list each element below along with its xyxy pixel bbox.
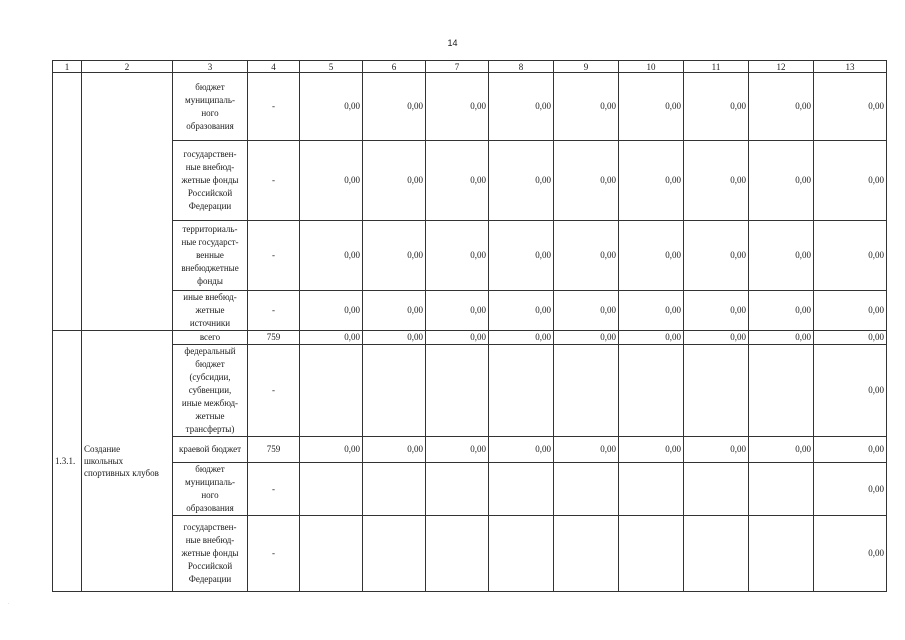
funding-source-line: образования — [186, 120, 234, 131]
column-header: 1 — [53, 61, 82, 73]
funding-source-line: жетные — [195, 305, 225, 315]
funding-source-line: иные внебюд- — [183, 292, 237, 302]
item-title-cell — [82, 331, 173, 592]
funding-source-line: ные государст- — [181, 237, 239, 247]
funding-source-cell — [173, 221, 248, 291]
value-cell: 0,00 — [363, 221, 426, 291]
funding-source-cell — [173, 141, 248, 221]
funding-source-line: государствен- — [183, 149, 237, 159]
code-cell: 759 — [248, 331, 300, 345]
value-cell — [749, 463, 814, 516]
value-cell — [684, 463, 749, 516]
column-header: 8 — [489, 61, 554, 73]
value-cell: 0,00 — [363, 73, 426, 141]
funding-source-cell — [173, 437, 248, 463]
value-cell — [619, 345, 684, 437]
item-title-line: Создание — [84, 444, 121, 454]
value-cell: 0,00 — [814, 221, 887, 291]
value-cell — [684, 516, 749, 592]
value-cell: 0,00 — [684, 141, 749, 221]
value-cell: 0,00 — [749, 437, 814, 463]
value-cell — [426, 516, 489, 592]
code-cell: - — [248, 221, 300, 291]
value-cell — [300, 345, 363, 437]
item-title-line: спортивных клубов — [84, 468, 159, 478]
funding-source-line: ные внебюд- — [185, 535, 235, 545]
funding-source-cell — [173, 291, 248, 331]
value-cell: 0,00 — [554, 141, 619, 221]
value-cell: 0,00 — [300, 221, 363, 291]
value-cell — [489, 516, 554, 592]
page-number: 14 — [447, 38, 458, 48]
table-row — [53, 437, 887, 463]
code-cell: - — [248, 291, 300, 331]
code-cell: - — [248, 463, 300, 516]
value-cell: 0,00 — [426, 437, 489, 463]
value-cell: 0,00 — [814, 141, 887, 221]
column-header: 6 — [363, 61, 426, 73]
value-cell: 0,00 — [426, 291, 489, 331]
value-cell — [684, 345, 749, 437]
value-cell — [489, 345, 554, 437]
value-cell — [426, 463, 489, 516]
scan-mark: . — [8, 600, 10, 606]
value-cell: 0,00 — [300, 291, 363, 331]
funding-source-line: Российской — [187, 561, 233, 571]
value-cell: 0,00 — [684, 437, 749, 463]
funding-source-line: краевой бюджет — [178, 444, 242, 454]
value-cell: 0,00 — [749, 73, 814, 141]
table-header — [53, 61, 887, 73]
value-cell: 0,00 — [684, 221, 749, 291]
funding-source-line: государствен- — [183, 522, 237, 532]
value-cell: 0,00 — [363, 291, 426, 331]
value-cell: 0,00 — [489, 437, 554, 463]
table-row — [53, 221, 887, 291]
column-header: 2 — [82, 61, 173, 73]
value-cell: 0,00 — [426, 73, 489, 141]
value-cell: 0,00 — [300, 437, 363, 463]
funding-source-line: образования — [186, 503, 234, 513]
column-header: 5 — [300, 61, 363, 73]
value-cell: 0,00 — [684, 331, 749, 345]
funding-source-line: внебюджетные — [181, 263, 239, 273]
funding-source-line: ные внебюд- — [185, 162, 235, 172]
table-row — [53, 345, 887, 437]
table-body — [53, 73, 887, 592]
column-header: 13 — [814, 61, 887, 73]
funding-source-cell — [173, 73, 248, 141]
funding-source-line: муниципаль- — [185, 477, 235, 487]
value-cell — [554, 463, 619, 516]
value-cell: 0,00 — [363, 331, 426, 345]
column-header: 10 — [619, 61, 684, 73]
value-cell: 0,00 — [619, 437, 684, 463]
value-cell: 0,00 — [749, 291, 814, 331]
item-title-cell — [82, 73, 173, 331]
value-cell: 0,00 — [684, 291, 749, 331]
code-cell: - — [248, 73, 300, 141]
value-cell: 0,00 — [426, 221, 489, 291]
value-cell — [554, 516, 619, 592]
value-cell: 0,00 — [300, 331, 363, 345]
value-cell: 0,00 — [619, 221, 684, 291]
value-cell — [619, 463, 684, 516]
funding-source-line: трансферты) — [185, 424, 235, 434]
funding-source-cell — [173, 331, 248, 345]
column-header: 11 — [684, 61, 749, 73]
funding-source-line: Российской — [187, 188, 233, 198]
value-cell: 0,00 — [489, 291, 554, 331]
value-cell: 0,00 — [554, 437, 619, 463]
funding-source-line: субвенции, — [188, 385, 232, 395]
table-row — [53, 331, 887, 345]
table-row — [53, 141, 887, 221]
value-cell: 0,00 — [814, 463, 887, 516]
value-cell — [363, 516, 426, 592]
funding-source-line: источники — [189, 318, 231, 328]
value-cell — [749, 516, 814, 592]
value-cell: 0,00 — [426, 331, 489, 345]
funding-source-line: Федерации — [188, 574, 232, 584]
column-header: 12 — [749, 61, 814, 73]
funding-source-line: территориаль- — [182, 224, 238, 234]
value-cell: 0,00 — [814, 345, 887, 437]
value-cell: 0,00 — [749, 331, 814, 345]
value-cell: 0,00 — [300, 73, 363, 141]
value-cell: 0,00 — [554, 331, 619, 345]
value-cell — [426, 345, 489, 437]
funding-source-line: муниципаль- — [185, 94, 235, 105]
value-cell: 0,00 — [554, 221, 619, 291]
value-cell — [363, 463, 426, 516]
value-cell — [749, 345, 814, 437]
funding-source-cell — [173, 463, 248, 516]
funding-source-line: венные — [196, 250, 224, 260]
column-header: 7 — [426, 61, 489, 73]
funding-source-line: ного — [201, 490, 219, 500]
funding-source-line: жетные фонды — [181, 175, 239, 185]
table-row — [53, 291, 887, 331]
funding-source-cell — [173, 345, 248, 437]
value-cell: 0,00 — [489, 331, 554, 345]
funding-source-line: всего — [199, 332, 221, 342]
value-cell: 0,00 — [619, 73, 684, 141]
value-cell: 0,00 — [814, 331, 887, 345]
value-cell — [489, 463, 554, 516]
column-header: 4 — [248, 61, 300, 73]
funding-source-line: жетные фонды — [181, 548, 239, 558]
code-cell: - — [248, 516, 300, 592]
column-header: 3 — [173, 61, 248, 73]
column-header: 9 — [554, 61, 619, 73]
funding-source-cell — [173, 516, 248, 592]
value-cell: 0,00 — [619, 141, 684, 221]
value-cell: 0,00 — [363, 141, 426, 221]
item-number-cell — [53, 73, 82, 331]
value-cell: 0,00 — [554, 291, 619, 331]
value-cell: 0,00 — [814, 291, 887, 331]
item-number-cell: 1.3.1. — [53, 331, 82, 592]
header-row — [53, 61, 887, 73]
funding-source-line: бюджет — [195, 464, 225, 474]
value-cell: 0,00 — [489, 221, 554, 291]
value-cell: 0,00 — [814, 437, 887, 463]
value-cell: 0,00 — [684, 73, 749, 141]
funding-source-line: бюджет — [195, 359, 225, 369]
table-row — [53, 463, 887, 516]
item-title-line: школьных — [84, 456, 124, 466]
value-cell: 0,00 — [814, 73, 887, 141]
budget-table — [52, 60, 887, 592]
value-cell: 0,00 — [489, 73, 554, 141]
code-cell: - — [248, 141, 300, 221]
table-row — [53, 73, 887, 141]
funding-source-line: жетные — [195, 411, 225, 421]
value-cell — [300, 516, 363, 592]
funding-source-line: ного — [201, 107, 219, 118]
code-cell: 759 — [248, 437, 300, 463]
table-row — [53, 516, 887, 592]
value-cell: 0,00 — [619, 331, 684, 345]
funding-source-line: (субсидии, — [189, 372, 231, 382]
value-cell: 0,00 — [814, 516, 887, 592]
value-cell — [363, 345, 426, 437]
value-cell: 0,00 — [554, 73, 619, 141]
value-cell — [300, 463, 363, 516]
funding-source-line: фонды — [197, 276, 223, 286]
funding-source-line: федеральный — [184, 346, 236, 356]
value-cell: 0,00 — [749, 141, 814, 221]
code-cell: - — [248, 345, 300, 437]
funding-source-line: иные межбюд- — [181, 398, 239, 408]
funding-source-line: бюджет — [195, 81, 225, 92]
value-cell — [554, 345, 619, 437]
value-cell: 0,00 — [619, 291, 684, 331]
value-cell: 0,00 — [426, 141, 489, 221]
value-cell: 0,00 — [749, 221, 814, 291]
value-cell: 0,00 — [489, 141, 554, 221]
value-cell — [619, 516, 684, 592]
value-cell: 0,00 — [363, 437, 426, 463]
value-cell: 0,00 — [300, 141, 363, 221]
funding-source-line: Федерации — [188, 201, 232, 211]
